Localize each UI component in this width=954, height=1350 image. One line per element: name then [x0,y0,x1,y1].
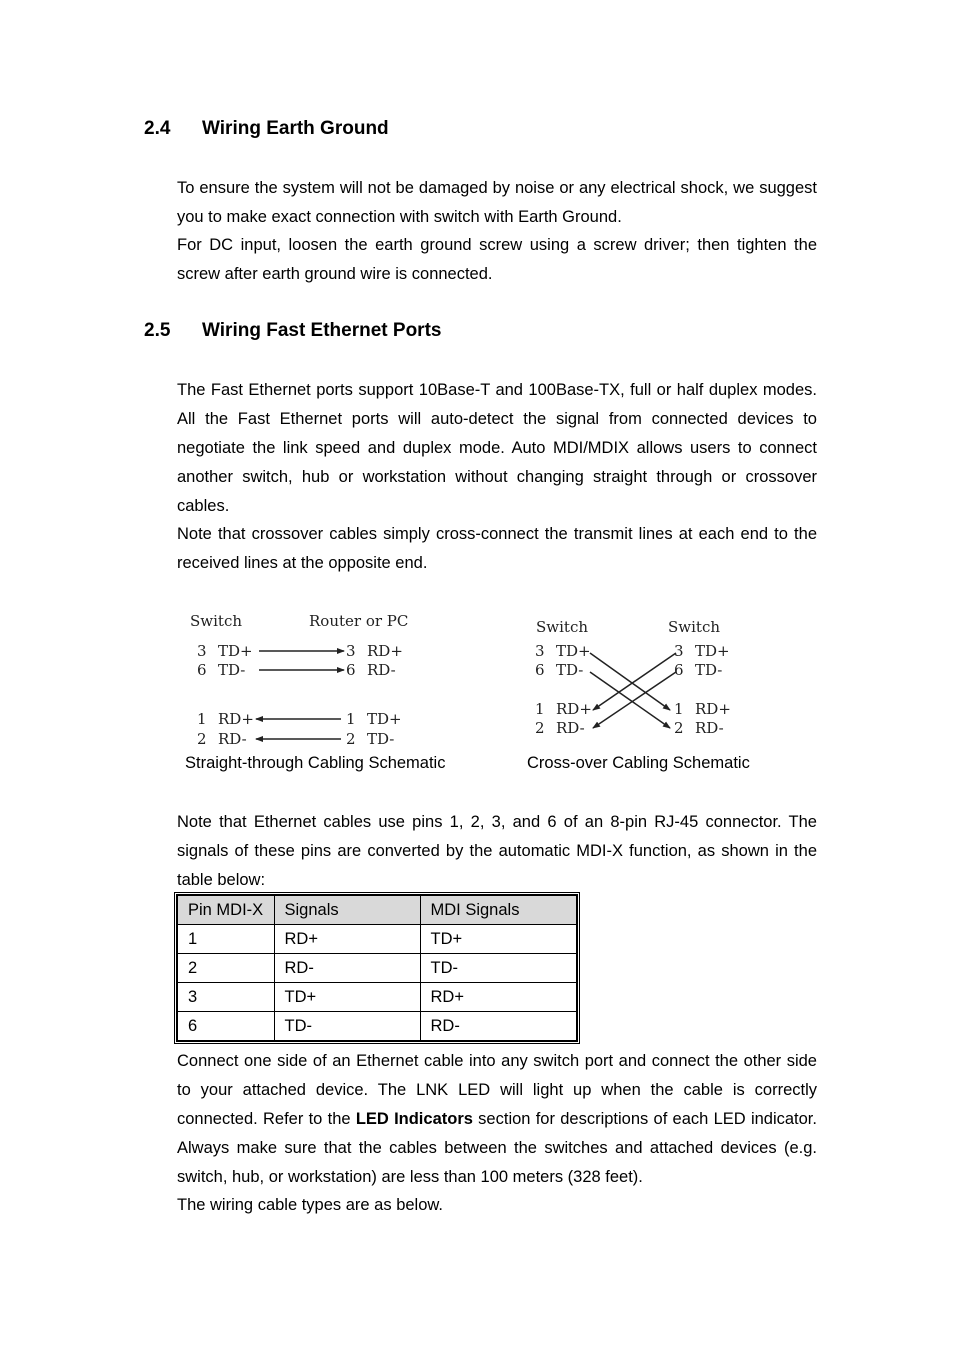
pin-number: 3 [346,642,356,660]
pin-signal: TD- [367,730,395,748]
pin-number: 3 [674,642,684,660]
pin-signal: RD- [695,719,724,737]
crossover-diagram [530,610,750,745]
pin-signal: RD- [218,730,247,748]
pin-number: 6 [346,661,356,679]
straight-through-diagram [185,605,455,755]
pin-number: 2 [346,730,356,748]
pin-signal: TD+ [695,642,730,660]
wire-arrow [590,653,670,710]
pin-signal: RD- [367,661,396,679]
earth-ground-paragraph-2: For DC input, loosen the earth ground screw using a screw driver; then tighten the screw after earth ground wire is connected. [177,236,817,283]
pin-signal: TD- [556,661,584,679]
pin-number: 1 [197,710,207,728]
connect-text-start: Connect one side of an Ethernet cable into any switch port and connect the other side to your attached device. The LNK LED will light up when the cable is correctly connected. Refer to the [177,1052,817,1128]
wire-arrow [593,653,676,710]
wire-arrow [590,672,670,728]
cable-types-line: The wiring cable types are as below. [177,1196,443,1214]
section-number: 2.5 [144,320,171,341]
table-cell: 2 [177,954,274,983]
pin-signal: TD- [218,661,246,679]
section-2-5-heading [144,320,441,342]
table-cell: RD- [274,954,420,983]
connect-cable-paragraph [177,1047,817,1192]
pin-signal: TD+ [367,710,402,728]
table-cell: TD+ [274,983,420,1012]
pin-signal: RD+ [367,642,403,660]
pin-signal: TD+ [218,642,253,660]
pin-number: 6 [535,661,545,679]
table-cell: 6 [177,1012,274,1042]
table-cell: TD+ [420,925,577,954]
fast-ethernet-paragraph-1: The Fast Ethernet ports support 10Base-T and 100Base-TX, full or half duplex modes. All the Fast Ethernet ports will auto-detect the signal from connected devices to negotiate the link speed and duplex mode. Auto MDI/MDIX allows users to connect another switch, hub or workstation without changing straight through or crossover cables. [177,381,817,515]
table-header-row [177,895,577,925]
pin-signal-table [176,894,578,1042]
table-cell: RD+ [274,925,420,954]
straight-through-caption: Straight-through Cabling Schematic [185,754,446,772]
column-header: Signals [274,895,420,925]
pin-signal: RD+ [218,710,254,728]
wire-arrow [593,672,676,728]
section-title: Wiring Fast Ethernet Ports [202,320,442,341]
table-row [177,925,577,954]
left-device-label: Switch [190,612,243,630]
pin-number: 2 [197,730,207,748]
table-row [177,1012,577,1042]
pin-number: 1 [346,710,356,728]
pin-number: 2 [674,719,684,737]
pin-signal: TD+ [556,642,591,660]
pin-number: 6 [197,661,207,679]
pin-number: 6 [674,661,684,679]
right-device-label: Router or PC [309,612,409,630]
table-cell: TD- [420,954,577,983]
table-cell: 3 [177,983,274,1012]
section-2-4-heading [144,118,389,140]
pin-number: 1 [535,700,545,718]
left-device-label: Switch [536,618,589,636]
pin-number: 2 [535,719,545,737]
pin-number: 1 [674,700,684,718]
section-title: Wiring Earth Ground [202,118,389,139]
table-row [177,954,577,983]
table-cell: 1 [177,925,274,954]
pin-signal: TD- [695,661,723,679]
column-header: Pin MDI-X [177,895,274,925]
table-cell: TD- [274,1012,420,1042]
pin-signal: RD+ [556,700,592,718]
fast-ethernet-paragraph-2: Note that crossover cables simply cross-connect the transmit lines at each end to the received lines at the opposite end. [177,525,817,572]
section-number: 2.4 [144,118,171,139]
pin-number: 3 [197,642,207,660]
table-row [177,983,577,1012]
earth-ground-paragraph-1: To ensure the system will not be damaged by noise or any electrical shock, we suggest you to make exact connection with switch with Earth Ground. [177,179,817,226]
connect-text-end: section for descriptions of each LED indicator. Always make sure that the cables between the switches and attached devices (e.g. switch, hub, or workstation) are less than 100 meters (328 feet). [177,1109,817,1186]
pin-signal: RD- [556,719,585,737]
column-header: MDI Signals [420,895,577,925]
right-device-label: Switch [668,618,721,636]
led-indicators-reference: LED Indicators [355,1109,473,1128]
table-cell: RD+ [420,983,577,1012]
pins-note-paragraph: Note that Ethernet cables use pins 1, 2, 3, and 6 of an 8-pin RJ-45 connector. The signals of these pins are converted by the automatic MDI-X function, as shown in the table below: [177,813,817,889]
table-cell: RD- [420,1012,577,1042]
pin-signal: RD+ [695,700,731,718]
crossover-caption: Cross-over Cabling Schematic [527,754,750,772]
pin-number: 3 [535,642,545,660]
